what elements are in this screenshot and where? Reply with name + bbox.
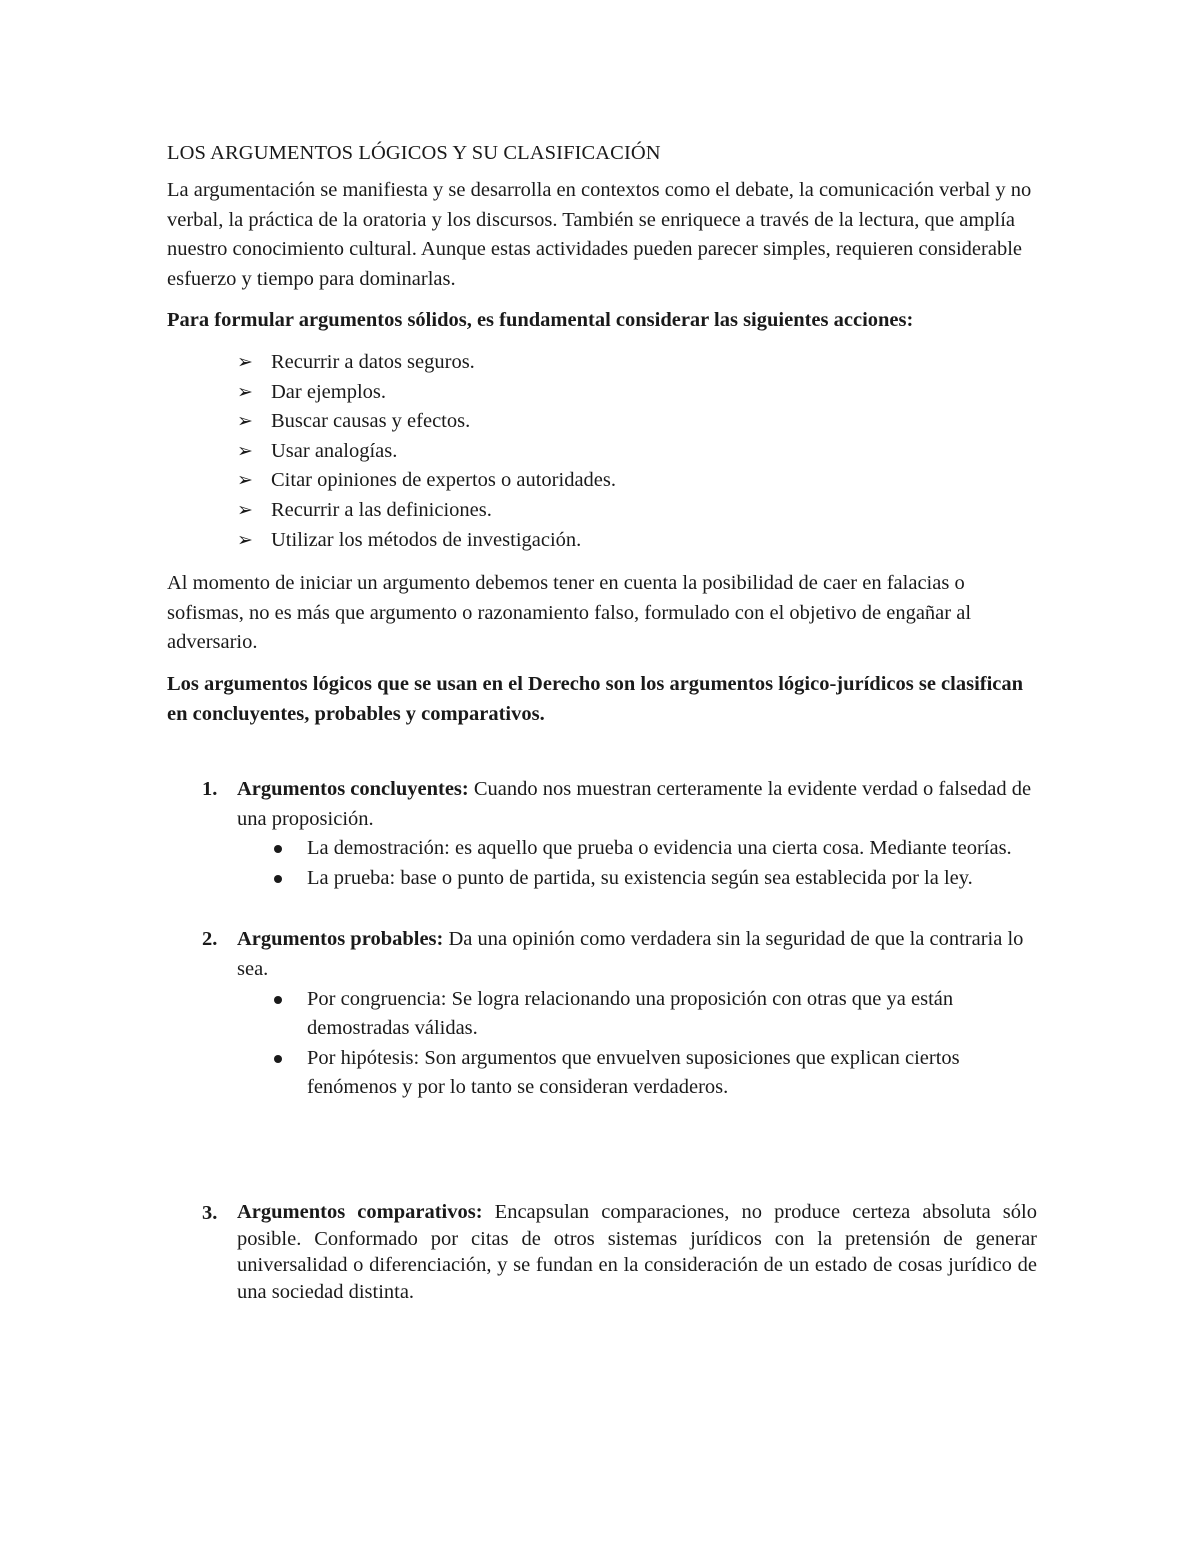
section-text: Da una opinión como verdadera sin la seguridad de que la contraria lo sea. xyxy=(237,928,1024,981)
list-item: La demostración: es aquello que prueba o evidencia una cierta cosa. Mediante teorías. xyxy=(307,834,1037,864)
bullet-icon xyxy=(274,996,282,1004)
section-bullets xyxy=(237,834,1037,893)
list-item: ➢ Buscar causas y efectos. xyxy=(237,407,1037,437)
list-item: Por congruencia: Se logra relacionando una proposición con otras que ya están demostradas válidas. xyxy=(307,985,1037,1044)
section-number: 2. xyxy=(202,928,218,951)
arrow-bullet-icon: ➢ xyxy=(237,529,253,551)
arrow-bullet-icon: ➢ xyxy=(237,351,253,373)
section-number: 1. xyxy=(202,778,218,801)
arrow-bullet-icon: ➢ xyxy=(237,381,253,403)
document-page xyxy=(167,138,1037,1305)
classification-heading: Los argumentos lógicos que se usan en el Derecho son los argumentos lógico-jurídicos se clasifican en concluyentes, probables y comparativos. xyxy=(167,672,1024,725)
bullet-icon xyxy=(274,875,282,883)
list-item: ➢ Usar analogías. xyxy=(237,437,1037,467)
arrow-bullet-icon: ➢ xyxy=(237,440,253,462)
intro-paragraph: La argumentación se manifiesta y se desarrolla en contextos como el debate, la comunicación verbal y no verbal, la práctica de la oratoria y los discursos. También se enriquece a través de la lectura, que amplía nuestro conocimiento cultural. Aunque estas actividades pueden parecer simples, requieren considerable esfuerzo y tiempo para dominarlas. xyxy=(167,179,1032,290)
classification-list xyxy=(167,775,1037,1305)
list-item: ➢ Utilizar los métodos de investigación. xyxy=(237,526,1037,556)
section-bullets xyxy=(237,985,1037,1103)
bullet-icon xyxy=(274,1055,282,1063)
section-lead: Argumentos concluyentes: xyxy=(237,778,469,801)
section-text: Cuando nos muestran certeramente la evidente verdad o falsedad de una proposición. xyxy=(237,778,1032,830)
actions-heading: Para formular argumentos sólidos, es fundamental considerar las siguientes acciones: xyxy=(167,309,914,332)
section-text: Encapsulan comparaciones, no produce certeza absoluta sólo posible. Conformado por citas de otros sistemas jurídicos con la pretensión de generar universalidad o diferenciación, y se fundan en la consideración de un estado de cosas jurídico de una sociedad distinta. xyxy=(237,1201,1037,1303)
list-item: ➢ Dar ejemplos. xyxy=(237,378,1037,408)
fallacy-paragraph: Al momento de iniciar un argumento debemos tener en cuenta la posibilidad de caer en falacias o sofismas, no es más que argumento o razonamiento falso, formulado con el objetivo de engañar al adversario. xyxy=(167,572,972,654)
section-argumentos-comparativos xyxy=(167,1199,1037,1305)
list-item: La prueba: base o punto de partida, su existencia según sea establecida por la ley. xyxy=(307,864,1037,894)
actions-list xyxy=(167,348,1037,555)
section-number: 3. xyxy=(202,1202,218,1225)
arrow-bullet-icon: ➢ xyxy=(237,470,253,492)
list-item: Por hipótesis: Son argumentos que envuelven suposiciones que explican ciertos fenómenos y por lo tanto se consideran verdaderos. xyxy=(307,1044,1037,1103)
arrow-bullet-icon: ➢ xyxy=(237,499,253,521)
list-item: ➢ Recurrir a las definiciones. xyxy=(237,496,1037,526)
section-argumentos-probables xyxy=(167,925,1037,1103)
document-title: LOS ARGUMENTOS LÓGICOS Y SU CLASIFICACIÓN xyxy=(167,142,661,164)
bullet-icon xyxy=(274,845,282,853)
list-item: ➢ Citar opiniones de expertos o autoridades. xyxy=(237,466,1037,496)
arrow-bullet-icon: ➢ xyxy=(237,411,253,433)
section-lead: Argumentos probables: xyxy=(237,928,444,951)
list-item: ➢ Recurrir a datos seguros. xyxy=(237,348,1037,378)
section-argumentos-concluyentes xyxy=(167,775,1037,893)
section-lead: Argumentos comparativos: xyxy=(237,1201,483,1224)
